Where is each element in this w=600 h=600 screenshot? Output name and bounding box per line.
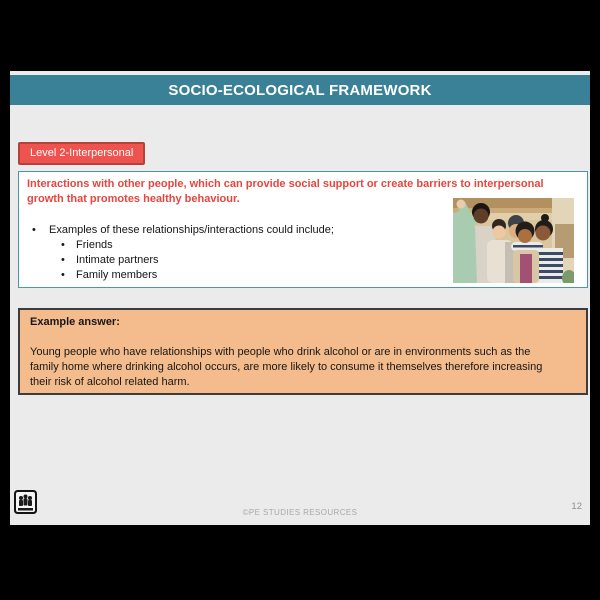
slide-title: SOCIO-ECOLOGICAL FRAMEWORK: [168, 81, 432, 99]
interactions-lead-text: Interactions with other people, which can provide social support or create barriers to interpersonal growth that promotes healthy behaviour.: [27, 178, 544, 205]
page-number: 12: [571, 501, 582, 512]
example-answer-text: Young people who have relationships with people who drink alcohol or are in environments such as the family home where drinking alcohol occurs, are more likely to consume it themselves therefore increasing their risk of alcohol related harm.: [30, 346, 543, 388]
interactions-box: [18, 171, 588, 288]
example-answer-box: [18, 308, 588, 395]
slide-title-bar: [10, 75, 590, 105]
presentation-slide: [10, 71, 590, 525]
footer-copyright: ©PE STUDIES RESOURCES: [242, 508, 358, 517]
sub-bullet-item: • Friends: [76, 238, 587, 253]
bullet-item: • Examples of these relationships/interactions could include;: [49, 223, 587, 238]
group-photo: [453, 198, 574, 283]
sub-bullet-item: • Intimate partners: [76, 253, 587, 268]
sub-bullet-item: • Family members: [76, 268, 587, 283]
level-badge: Level 2-Interpersonal: [18, 142, 145, 165]
example-answer-heading: Example answer:: [30, 316, 120, 328]
